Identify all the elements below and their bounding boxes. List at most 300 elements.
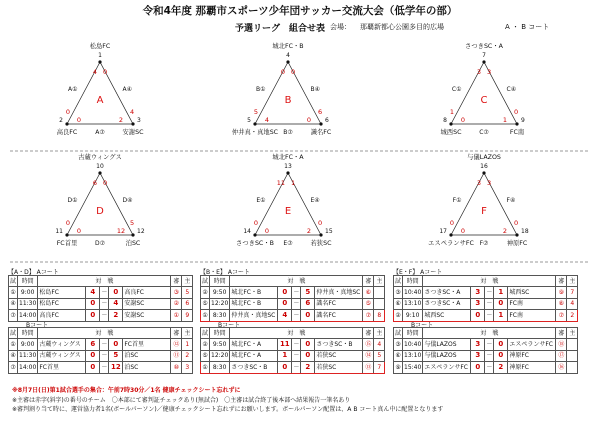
referee-2: 7 [374, 362, 385, 373]
match-time: 13:10 [403, 350, 423, 361]
referee-1: ② [171, 298, 182, 309]
away-team: さつきSC・B [315, 339, 363, 350]
header-no: 試 [9, 328, 18, 339]
referee-2: 5 [374, 350, 385, 361]
home-score: 3 [471, 350, 485, 361]
score-right-up: 0 [514, 219, 519, 227]
away-team: 識名FC [315, 298, 363, 309]
table-row [201, 287, 385, 298]
page-subtitle: 予選リーグ 組合せ表 [235, 24, 326, 34]
score-dash: － [485, 350, 494, 361]
group-triangle [67, 173, 133, 235]
team-left-number: 5 [247, 117, 251, 124]
home-score: 4 [278, 310, 292, 321]
away-score: 5 [109, 350, 123, 361]
score-dash: － [100, 298, 109, 309]
home-score: 0 [471, 310, 485, 321]
match-time: 12:20 [210, 350, 230, 361]
score-dash: － [485, 362, 494, 373]
score-top-right: 0 [103, 179, 108, 187]
team-left-name: エスペランサFC [428, 240, 474, 247]
match-number: ① [9, 339, 18, 350]
score-dash: － [485, 339, 494, 350]
table-row [9, 350, 193, 361]
score-dash: － [292, 362, 301, 373]
score-bottom-left: 0 [460, 116, 466, 124]
score-top-right: 3 [487, 179, 492, 187]
referee-1: ⑭ [363, 350, 374, 361]
notes-highlight: ※8月7日(日)第1試合選手の集合：午前7時30分／1名 健康チェックシート忘れずに [12, 387, 241, 394]
score-dash: － [485, 287, 494, 298]
match-time: 9:50 [210, 339, 230, 350]
referee-2: 5 [182, 287, 193, 298]
match-code-right: C④ [506, 86, 517, 93]
header-match: 対 戦 [423, 276, 556, 287]
away-score: 0 [301, 350, 315, 361]
score-top-left: 4 [92, 68, 97, 76]
referee-1: ⑦ [363, 310, 374, 321]
table-row [9, 287, 193, 298]
header-time: 時間 [18, 276, 38, 287]
match-code-right: B④ [310, 86, 320, 93]
team-left-name: さつきSC・B [236, 240, 274, 247]
schedule-table [200, 275, 385, 322]
score-dash: － [100, 310, 109, 321]
team-right-name: 若狭SC [310, 240, 332, 247]
score-dash: － [485, 310, 494, 321]
referee-1: ⑱ [556, 339, 567, 350]
away-score: 12 [109, 362, 123, 373]
table-row [9, 339, 193, 350]
home-score: 11 [278, 339, 292, 350]
schedule-heading: 【A・D】 Aコート [8, 269, 59, 276]
referee-2 [567, 339, 578, 350]
score-top-left: 11 [276, 179, 285, 187]
header-time: 時間 [210, 276, 230, 287]
team-node [98, 60, 101, 63]
header-no: 試 [394, 328, 403, 339]
referee-2: 4 [567, 298, 578, 309]
team-right-number: 15 [325, 228, 333, 235]
match-time: 10:40 [403, 287, 423, 298]
notes-line-1: ※主審は赤字(斜字)の番号のチーム 〇本部にて審判証チェックあり(無試合) 〇主審は試合終了後本部へ結果報告一筆名あり [12, 396, 351, 404]
home-team: 城北FC・A [230, 339, 278, 350]
match-number: ① [201, 362, 210, 373]
score-bottom-right: 12 [116, 227, 126, 235]
referee-2: 6 [182, 298, 193, 309]
match-code-bottom: F⑦ [479, 240, 489, 247]
score-bottom-right: 1 [502, 116, 508, 124]
away-score: 2 [301, 362, 315, 373]
table-header-row [201, 276, 385, 287]
away-score: 4 [109, 298, 123, 309]
score-dash: － [100, 339, 109, 350]
match-number: ③ [394, 287, 403, 298]
home-score: 0 [471, 362, 485, 373]
group-triangle [451, 173, 517, 235]
group-triangle [451, 62, 517, 124]
score-right-up: 0 [514, 108, 519, 116]
schedule-table [200, 327, 385, 374]
score-dash: － [100, 362, 109, 373]
home-score: 3 [471, 298, 485, 309]
match-number: ④ [9, 298, 18, 309]
home-team: FC首里 [38, 362, 86, 373]
referee-1: ⑬ [363, 362, 374, 373]
match-number: ⑦ [9, 362, 18, 373]
referee-2: 2 [182, 350, 193, 361]
notes [12, 386, 443, 415]
home-score: 4 [86, 287, 100, 298]
team-left-number: 17 [439, 228, 447, 235]
away-team: 泊SC [123, 362, 171, 373]
team-node [98, 171, 101, 174]
header-ref1: 審 [363, 276, 374, 287]
header-no: 試 [394, 276, 403, 287]
notes-line-2: ※審判割り当て時に、運営協力者1名(ボールパーソン)／健康チェックシート忘れずにお願いします。ボールパーソン配置は、A B コート真ん中に配置となります [12, 406, 444, 413]
referee-2 [374, 298, 385, 309]
match-time: 14:00 [18, 362, 38, 373]
match-code-left: C① [451, 86, 462, 93]
court-label: Bコート [218, 322, 241, 329]
referee-1: ⑥ [363, 287, 374, 298]
home-team: 城西SC [423, 310, 471, 321]
team-right-number: 9 [521, 117, 525, 124]
header-ref1: 審 [171, 276, 182, 287]
score-right-up: 0 [318, 219, 323, 227]
referee-2 [567, 350, 578, 361]
group-letter: E [284, 206, 292, 217]
score-top-right: 3 [487, 68, 492, 76]
referee-1: ⑫ [171, 339, 182, 350]
home-team: 仲井真・真地SC [230, 310, 278, 321]
match-time: 8:30 [210, 362, 230, 373]
team-right-number: 18 [521, 228, 529, 235]
group-letter: C [480, 95, 488, 106]
referee-2 [374, 287, 385, 298]
match-code-bottom: B⑦ [283, 129, 293, 136]
away-team: FC南 [508, 310, 556, 321]
match-code-bottom: C⑦ [479, 129, 489, 136]
match-time: 15:40 [403, 362, 423, 373]
home-score: 0 [278, 287, 292, 298]
score-right-up: 4 [130, 108, 135, 116]
referee-2: 4 [374, 339, 385, 350]
table-row [201, 298, 385, 309]
team-top-number: 10 [96, 163, 104, 170]
header-time: 時間 [18, 328, 38, 339]
group-letter: F [481, 206, 487, 217]
score-dash: － [292, 310, 301, 321]
team-right-name: 泊SC [125, 240, 141, 247]
header-ref2: 主 [182, 276, 193, 287]
home-team: さつきSC・A [423, 298, 471, 309]
header-match: 対 戦 [230, 276, 363, 287]
team-left-number: 11 [55, 228, 63, 235]
team-node [319, 122, 322, 125]
venue-name: 那覇新都心公園多目的広場 [360, 23, 444, 31]
score-dash: － [292, 298, 301, 309]
away-team: 泊SC [123, 350, 171, 361]
team-top-number: 16 [480, 163, 488, 170]
score-right-up: 6 [318, 108, 323, 116]
match-time: 11:30 [18, 298, 38, 309]
match-code-right: D④ [122, 197, 133, 204]
team-right-name: 識名FC [310, 129, 332, 136]
score-dash: － [292, 350, 301, 361]
match-time: 10:40 [403, 339, 423, 350]
away-score: 0 [109, 339, 123, 350]
team-top-name: 与儀LAZOS [467, 154, 501, 161]
match-number: ② [394, 310, 403, 321]
match-time: 14:00 [18, 310, 38, 321]
score-dash: － [100, 287, 109, 298]
match-number: ⑥ [394, 298, 403, 309]
team-node [131, 233, 134, 236]
score-dash: － [292, 339, 301, 350]
away-team: 安謝SC [123, 298, 171, 309]
match-code-right: E④ [310, 197, 320, 204]
referee-2 [567, 362, 578, 373]
team-right-name: 安謝SC [122, 129, 144, 136]
score-bottom-left: 4 [264, 116, 270, 124]
header-no: 試 [201, 276, 210, 287]
header-ref2: 主 [567, 276, 578, 287]
away-score: 6 [301, 298, 315, 309]
match-number: ⑤ [201, 350, 210, 361]
score-bottom-right: 2 [502, 227, 508, 235]
home-team: さつきSC・A [423, 287, 471, 298]
away-team: FC首里 [123, 339, 171, 350]
match-number: ② [201, 287, 210, 298]
score-bottom-right: 2 [306, 227, 312, 235]
schedule-table [393, 327, 578, 374]
header-match: 対 戦 [230, 328, 363, 339]
court-label: Bコート [26, 322, 49, 329]
referee-1: ⑦ [556, 310, 567, 321]
team-left-number: 8 [443, 117, 447, 124]
header-ref1: 審 [556, 276, 567, 287]
score-left-up: 1 [449, 108, 454, 116]
away-score: 0 [109, 287, 123, 298]
score-bottom-right: 0 [306, 116, 312, 124]
table-row [201, 350, 385, 361]
away-score: 0 [494, 350, 508, 361]
group-letter: B [284, 95, 292, 106]
score-bottom-right: 2 [118, 116, 124, 124]
home-team: 城北FC・B [230, 298, 278, 309]
home-score: 0 [86, 310, 100, 321]
home-team: 城北FC・A [230, 350, 278, 361]
match-code-right: A④ [122, 86, 132, 93]
match-code-right: F④ [506, 197, 516, 204]
score-left-up: 0 [65, 108, 70, 116]
score-top-left: 0 [280, 68, 285, 76]
away-score: 0 [301, 310, 315, 321]
match-code-bottom: E⑦ [283, 240, 293, 247]
team-node [449, 233, 452, 236]
header-ref1: 審 [363, 328, 374, 339]
home-team: 松島FC [38, 298, 86, 309]
score-right-up: 5 [130, 219, 135, 227]
away-team: 神原FC [508, 362, 556, 373]
page-title: 令和4年度 那覇市スポーツ少年団サッカー交流大会（低学年の部） [142, 5, 458, 17]
referee-1: ③ [171, 287, 182, 298]
group-letter: A [96, 95, 104, 106]
group-letter: D [96, 206, 104, 217]
away-team: 城西SC [508, 287, 556, 298]
match-code-left: F① [452, 197, 462, 204]
table-header-row [394, 276, 578, 287]
court-label: A ・ B コート [505, 23, 550, 31]
court-label: Bコート [411, 322, 434, 329]
away-team: FC南 [508, 298, 556, 309]
team-top-number: 13 [284, 163, 292, 170]
header-match: 対 戦 [38, 328, 171, 339]
header-no: 試 [9, 276, 18, 287]
score-top-left: 3 [476, 179, 481, 187]
home-team: 古蔵ウィングス [38, 350, 86, 361]
referee-1: ⑩ [171, 362, 182, 373]
home-team: 高良FC [38, 310, 86, 321]
table-row [394, 287, 578, 298]
away-team: 神原FC [508, 350, 556, 361]
team-node [515, 122, 518, 125]
table-row [394, 298, 578, 309]
header-ref1: 審 [556, 328, 567, 339]
team-top-name: 城北FC・B [272, 43, 304, 50]
match-number: ⑦ [9, 310, 18, 321]
match-number: ① [201, 310, 210, 321]
team-left-number: 2 [59, 117, 63, 124]
schedule-table [393, 275, 578, 322]
away-team: 若狭SC [315, 350, 363, 361]
referee-1: ⑯ [556, 362, 567, 373]
table-header-row [394, 328, 578, 339]
team-right-number: 12 [137, 228, 145, 235]
table-header-row [9, 328, 193, 339]
team-right-name: FC南 [509, 129, 525, 136]
referee-2: 1 [182, 339, 193, 350]
table-row [9, 362, 193, 373]
match-time: 9:50 [210, 287, 230, 298]
header-ref2: 主 [374, 328, 385, 339]
match-number: ⑤ [201, 298, 210, 309]
score-bottom-left: 0 [264, 227, 270, 235]
table-header-row [9, 276, 193, 287]
away-score: 1 [494, 310, 508, 321]
match-time: 9:00 [18, 339, 38, 350]
score-top-right: 0 [291, 68, 296, 76]
team-top-name: 古蔵ウィングス [78, 154, 122, 161]
match-time: 13:10 [403, 298, 423, 309]
match-number: ⑥ [394, 350, 403, 361]
score-top-left: 3 [476, 68, 481, 76]
score-dash: － [485, 298, 494, 309]
home-score: 0 [278, 298, 292, 309]
score-dash: － [100, 350, 109, 361]
home-score: 1 [278, 350, 292, 361]
table-row [201, 339, 385, 350]
match-number: ③ [394, 339, 403, 350]
team-top-number: 7 [482, 52, 486, 59]
header-ref2: 主 [567, 328, 578, 339]
team-node [449, 122, 452, 125]
team-node [286, 60, 289, 63]
score-left-up: 0 [65, 219, 70, 227]
team-node [319, 233, 322, 236]
header-time: 時間 [403, 328, 423, 339]
table-header-row [201, 328, 385, 339]
table-row [394, 339, 578, 350]
home-team: 与儀LAZOS [423, 350, 471, 361]
home-score: 0 [86, 298, 100, 309]
home-team: 松島FC [38, 287, 86, 298]
referee-1: ⑨ [556, 287, 567, 298]
team-left-name: FC首里 [56, 240, 78, 247]
score-dash: － [292, 287, 301, 298]
match-code-bottom: A⑦ [95, 129, 105, 136]
referee-1: ⑪ [171, 350, 182, 361]
team-node [515, 233, 518, 236]
home-score: 3 [471, 339, 485, 350]
away-team: 仲井真・真地SC [315, 287, 363, 298]
home-score: 6 [86, 339, 100, 350]
referee-1: ⑧ [556, 298, 567, 309]
away-score: 1 [494, 287, 508, 298]
score-left-up: 0 [449, 219, 454, 227]
score-bottom-left: 0 [460, 227, 466, 235]
team-right-number: 3 [137, 117, 141, 124]
team-left-name: 仲井真・真地SC [231, 129, 279, 136]
header-match: 対 戦 [423, 328, 556, 339]
referee-2: 3 [182, 362, 193, 373]
home-team: さつきSC・B [230, 362, 278, 373]
team-top-number: 4 [286, 52, 290, 59]
match-time: 12:20 [210, 298, 230, 309]
header-no: 試 [201, 328, 210, 339]
match-code-left: A① [68, 86, 78, 93]
home-score: 0 [86, 362, 100, 373]
away-score: 5 [301, 287, 315, 298]
team-node [482, 60, 485, 63]
referee-1: ⑰ [556, 350, 567, 361]
away-team: 識名FC [315, 310, 363, 321]
team-node [65, 122, 68, 125]
referee-2: 7 [567, 287, 578, 298]
away-team: 高良FC [123, 287, 171, 298]
header-ref2: 主 [374, 276, 385, 287]
team-node [253, 122, 256, 125]
away-score: 2 [494, 362, 508, 373]
referee-1: ⑮ [363, 339, 374, 350]
table-row [394, 362, 578, 373]
away-team: エスペランサFC [508, 339, 556, 350]
match-time: 8:30 [210, 310, 230, 321]
venue-label: 会場： [330, 23, 351, 31]
match-code-bottom: D⑦ [95, 240, 105, 247]
schedule-heading: 【E・F】 Aコート [393, 269, 443, 276]
match-number: ② [201, 339, 210, 350]
away-score: 2 [109, 310, 123, 321]
schedule-table [8, 327, 193, 374]
match-time: 11:30 [18, 350, 38, 361]
away-score: 0 [494, 298, 508, 309]
away-score: 0 [494, 339, 508, 350]
home-team: 古蔵ウィングス [38, 339, 86, 350]
team-right-number: 6 [325, 117, 329, 124]
team-node [482, 171, 485, 174]
